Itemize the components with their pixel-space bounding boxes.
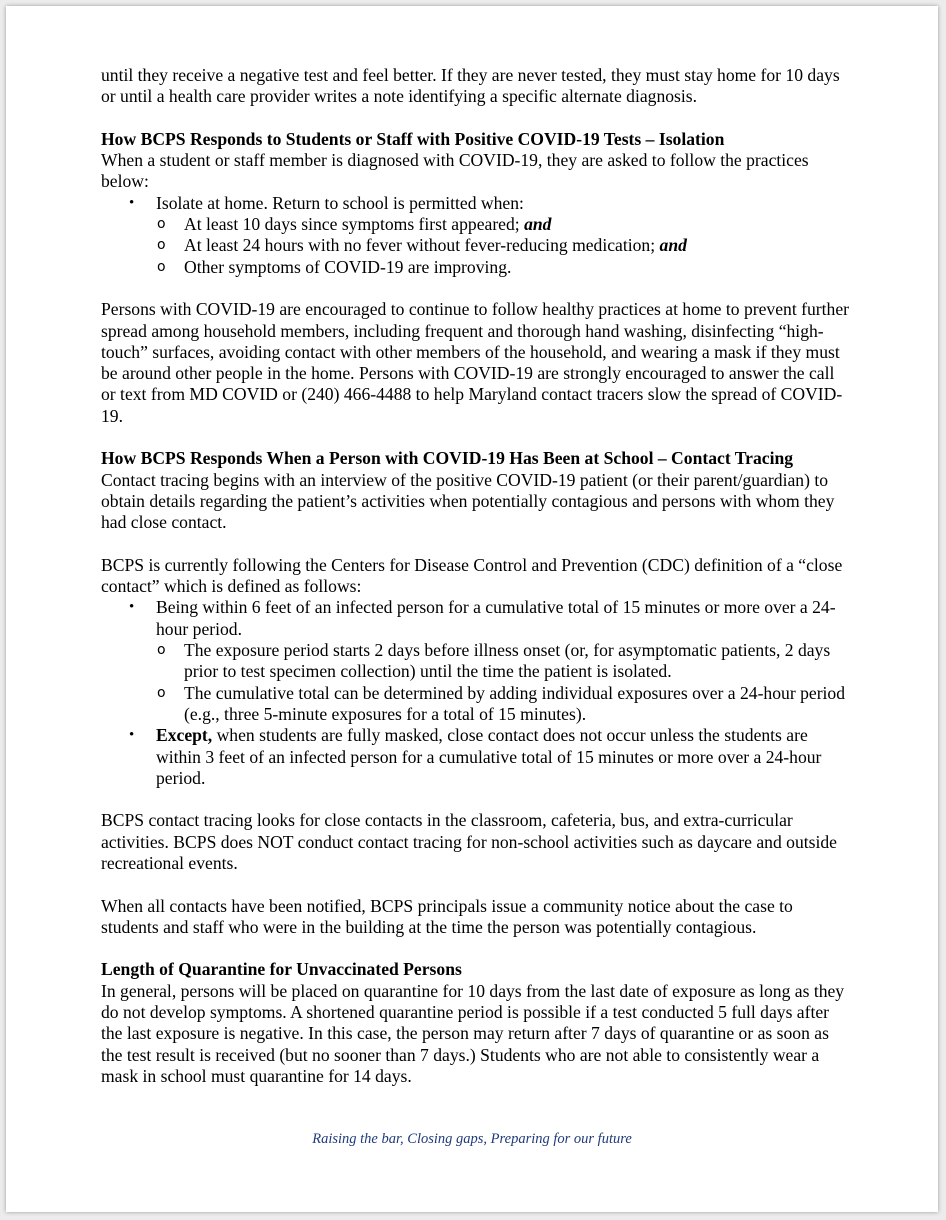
sub-item-text: Other symptoms of COVID-19 are improving.: [184, 256, 512, 277]
close-contact-sublist: [156, 640, 851, 725]
list-item: [101, 597, 851, 725]
open-circle-icon: o: [157, 216, 166, 233]
bullet-icon: •: [129, 727, 135, 744]
open-circle-icon: o: [157, 258, 166, 275]
tracing-paragraph-scope: BCPS contact tracing looks for close contacts in the classroom, cafeteria, bus, and extra-curricular activities. BCPS does NOT conduct contact tracing for non-school activities such as daycare and outside recreational events.: [101, 810, 837, 873]
except-label: Except,: [156, 725, 213, 746]
close-contact-list: [101, 597, 851, 789]
tracing-lead: Contact tracing begins with an interview of the positive COVID-19 patient (or their parent/guardian) to obtain details regarding the patient’s activities when potentially contagious and persons with whom they had close contact.: [101, 469, 835, 533]
page-content: [101, 65, 851, 1087]
bullet-icon: •: [129, 194, 135, 211]
quarantine-heading: Length of Quarantine for Unvaccinated Persons: [101, 959, 462, 980]
close-contact-bullet-text: Being within 6 feet of an infected person for a cumulative total of 15 minutes or more over a 24-hour period.: [156, 597, 836, 639]
close-contact-definition: BCPS is currently following the Centers for Disease Control and Prevention (CDC) definition of a “close contact” which is defined as follows:: [101, 554, 843, 597]
sub-item-emphasis: and: [659, 235, 687, 256]
list-item: [156, 257, 851, 278]
tracing-paragraph-notice: When all contacts have been notified, BCPS principals issue a community notice about the case to students and staff who were in the building at the time the person was potentially contagious.: [101, 895, 793, 937]
list-item: [156, 214, 851, 235]
open-circle-icon: o: [157, 642, 166, 659]
list-item: [156, 640, 851, 683]
list-item: [156, 235, 851, 256]
list-item: [101, 193, 851, 278]
quarantine-paragraph: In general, persons will be placed on quarantine for 10 days from the last date of exposure as long as they do not develop symptoms. A shortened quarantine period is possible if a test conducted 5 full days after the last exposure is negative. In this case, the person may return after 7 days of quarantine or as soon as the test result is received (but no sooner than 7 days.) Students who are not able to consistently wear a mask in school must quarantine for 14 days.: [101, 980, 845, 1086]
open-circle-icon: o: [157, 684, 166, 701]
list-item: [156, 683, 851, 726]
isolation-heading: How BCPS Responds to Students or Staff with Positive COVID-19 Tests – Isolation: [101, 128, 725, 149]
isolation-paragraph: Persons with COVID-19 are encouraged to continue to follow healthy practices at home to prevent further spread among household members, including frequent and thorough hand washing, disinfecting “high-touch” surfaces, avoiding contact with other members of the household, and wearing a mask if they must be around other people in the home. Persons with COVID-19 are strongly encouraged to answer the call or text from MD COVID or (240) 466-4488 to help Maryland contact tracers slow the spread of COVID-19.: [101, 299, 849, 426]
document-page: [6, 6, 938, 1212]
isolation-bullet-text: Isolate at home. Return to school is permitted when:: [156, 192, 524, 213]
isolation-list: [101, 193, 851, 278]
sub-item-text: At least 10 days since symptoms first appeared;: [184, 214, 525, 235]
sub-item-text: The cumulative total can be determined by adding individual exposures over a 24-hour period (e.g., three 5-minute exposures for a total of 15 minutes).: [184, 682, 846, 724]
bullet-icon: •: [129, 599, 135, 616]
isolation-lead: When a student or staff member is diagnosed with COVID-19, they are asked to follow the practices below:: [101, 150, 809, 192]
intro-paragraph: until they receive a negative test and feel better. If they are never tested, they must stay home for 10 days or until a health care provider writes a note identifying a specific alternate diagnosis.: [101, 65, 840, 107]
open-circle-icon: o: [157, 237, 166, 254]
sub-item-text: At least 24 hours with no fever without fever-reducing medication;: [184, 235, 660, 256]
except-text: when students are fully masked, close contact does not occur unless the students are within 3 feet of an infected person for a cumulative total of 15 minutes or more over a 24-hour period.: [156, 725, 822, 788]
sub-item-text: The exposure period starts 2 days before illness onset (or, for asymptomatic patients, 2 days prior to test specimen collection) until the time the patient is isolated.: [184, 640, 831, 682]
list-item: [101, 725, 851, 789]
isolation-sublist: [156, 214, 851, 278]
sub-item-emphasis: and: [524, 214, 552, 235]
tracing-heading: How BCPS Responds When a Person with COVID-19 Has Been at School – Contact Tracing: [101, 448, 794, 469]
footer-tagline: Raising the bar, Closing gaps, Preparing for our future: [312, 1131, 632, 1147]
